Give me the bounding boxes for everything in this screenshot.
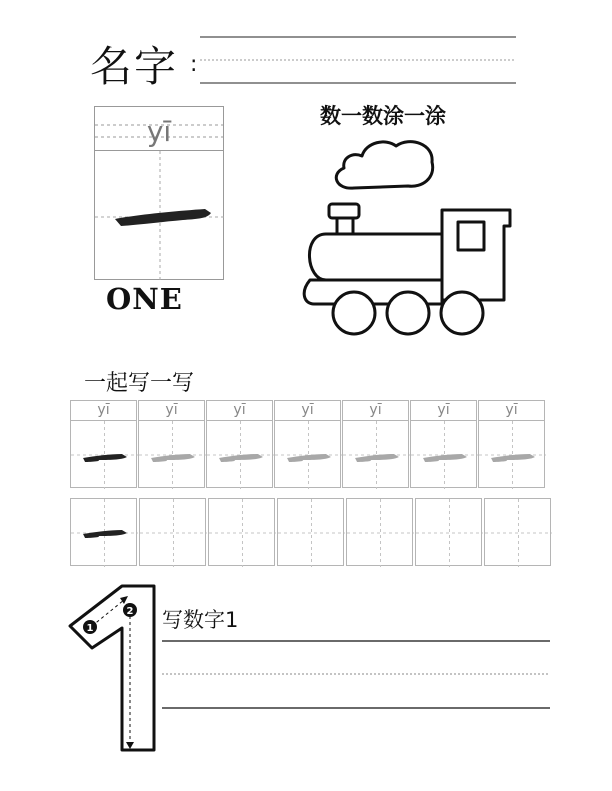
practice-cell[interactable]: [206, 400, 273, 488]
english-word: ONE: [106, 282, 183, 316]
character-stroke: [479, 401, 546, 489]
practice-cell[interactable]: [70, 400, 137, 488]
practice-cell[interactable]: [342, 400, 409, 488]
practice-cell[interactable]: [70, 498, 137, 566]
demo-pinyin: yī: [146, 115, 172, 148]
practice-cell[interactable]: [478, 400, 545, 488]
cell-pinyin: yī: [411, 401, 476, 421]
practice-title: 一起写一写: [84, 371, 195, 396]
coloring-title: 数一数涂一涂: [320, 104, 446, 128]
cell-pinyin: yī: [139, 401, 204, 421]
number-write-lines[interactable]: [162, 640, 550, 712]
character-stroke: [411, 401, 478, 489]
character-stroke: [71, 499, 138, 567]
practice-cell[interactable]: [138, 400, 205, 488]
train-illustration[interactable]: [296, 130, 516, 340]
demo-character-stroke: [95, 107, 225, 281]
cell-pinyin: yī: [207, 401, 272, 421]
name-colon: :: [190, 52, 198, 77]
practice-cell[interactable]: [415, 498, 482, 566]
practice-cell[interactable]: [208, 498, 275, 566]
character-stroke: [343, 401, 410, 489]
practice-cell[interactable]: [274, 400, 341, 488]
stroke-step-1: 1: [86, 623, 94, 634]
cell-pinyin: yī: [275, 401, 340, 421]
character-stroke: [275, 401, 342, 489]
practice-cell[interactable]: [410, 400, 477, 488]
demo-character-box: [94, 106, 224, 280]
stroke-step-2: 2: [126, 606, 134, 617]
practice-cell[interactable]: [139, 498, 206, 566]
character-stroke: [139, 401, 206, 489]
character-stroke: [207, 401, 274, 489]
practice-cell[interactable]: [346, 498, 413, 566]
cell-pinyin: yī: [479, 401, 544, 421]
cell-pinyin: yī: [71, 401, 136, 421]
name-write-lines[interactable]: [200, 36, 516, 84]
practice-cell[interactable]: [277, 498, 344, 566]
cell-pinyin: yī: [343, 401, 408, 421]
practice-cell[interactable]: [484, 498, 551, 566]
character-stroke: [71, 401, 138, 489]
write-number-title: 写数字1: [162, 608, 239, 632]
number-one-tracing[interactable]: [64, 582, 164, 754]
name-label: 名字: [90, 42, 179, 91]
